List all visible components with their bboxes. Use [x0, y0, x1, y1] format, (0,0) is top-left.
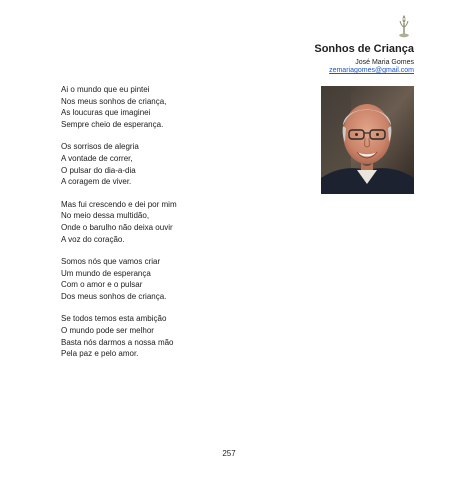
poem-line: Nos meus sonhos de criança, [61, 96, 167, 106]
poem-title: Sonhos de Criança [314, 43, 414, 55]
poem-line: Ai o mundo que eu pintei [61, 85, 150, 94]
decorative-emblem-icon [395, 13, 413, 41]
author-photo [321, 86, 414, 194]
poem-line: Onde o barulho não deixa ouvir [61, 223, 173, 233]
poem-line: Basta nós darmos a nossa mão [61, 337, 174, 347]
poem-line: Com o amor e o pulsar [61, 280, 143, 290]
poem-line: No meio dessa multidão, [61, 211, 150, 221]
poem-line: Pela paz e pelo amor. [61, 349, 139, 359]
poem-line: Somos nós que vamos criar [61, 256, 161, 266]
poem-stanza [61, 141, 177, 188]
poem-line: Mas fui crescendo e dei por mim [61, 199, 177, 209]
poem-line: Se todos temos esta ambição [61, 314, 167, 324]
poem-line: A coragem de viver. [61, 177, 132, 187]
poem-line: As loucuras que imaginei [61, 108, 151, 118]
poem-line: Dos meus sonhos de criança. [61, 292, 167, 302]
poem-stanza [61, 256, 177, 303]
poem-stanza [61, 84, 177, 131]
poem-line: Sempre cheio de esperança. [61, 120, 164, 130]
poem-body [61, 84, 177, 371]
author-email-link[interactable]: zemariagomes@gmail.com [329, 67, 414, 74]
poem-stanza [61, 199, 177, 246]
poem-line: A voz do coração. [61, 234, 125, 244]
poem-stanza [61, 313, 177, 360]
poem-line: O mundo pode ser melhor [61, 325, 154, 335]
author-name: José Maria Gomes [355, 59, 414, 66]
page-number: 257 [222, 449, 236, 458]
poem-line: A vontade de correr, [61, 154, 133, 164]
poem-line: O pulsar do dia-a-dia [61, 165, 136, 175]
poem-line: Um mundo de esperança [61, 268, 151, 278]
poem-line: Os sorrisos de alegria [61, 142, 139, 152]
